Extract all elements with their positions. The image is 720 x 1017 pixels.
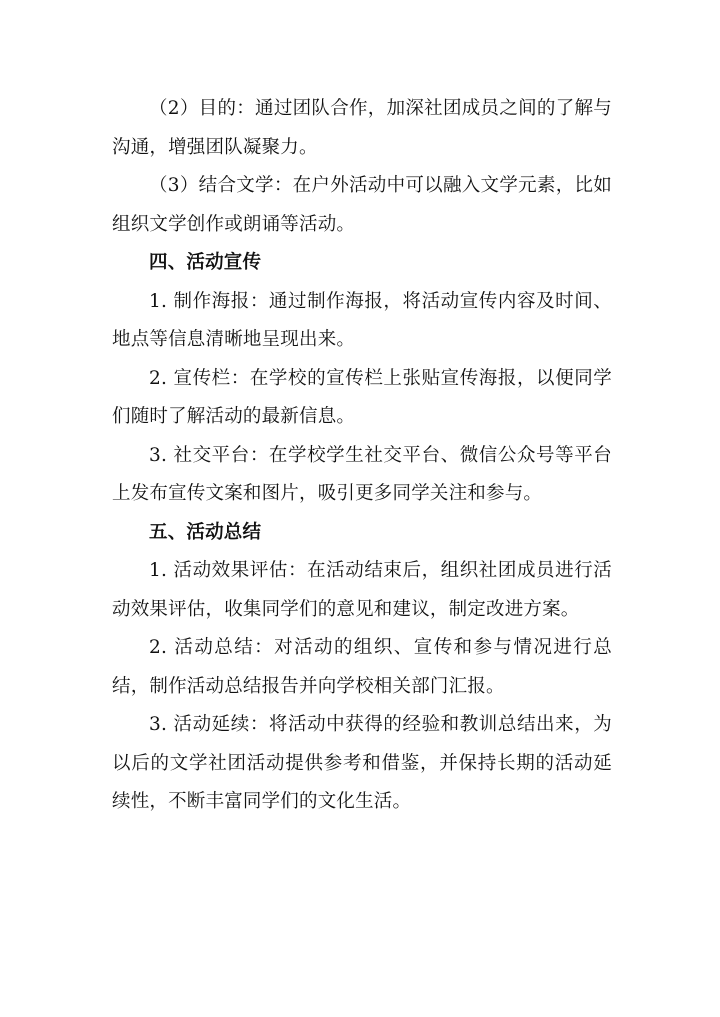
paragraph-social-platform: 3. 社交平台：在学校学生社交平台、微信公众号等平台上发布宣传文案和图片，吸引更多同学关注和参与。	[112, 444, 612, 504]
paragraph-poster: 1. 制作海报：通过制作海报，将活动宣传内容及时间、地点等信息清晰地呈现出来。	[112, 290, 612, 350]
section-heading-promotion: 四、活动宣传	[149, 252, 262, 273]
paragraph-purpose: （2）目的：通过团队合作，加深社团成员之间的了解与沟通，增强团队凝聚力。	[112, 98, 612, 158]
paragraph-continuation: 3. 活动延续：将活动中获得的经验和教训总结出来，为以后的文学社团活动提供参考和借鉴，并保持长期的活动延续性，不断丰富同学们的文化生活。	[112, 714, 612, 812]
paragraph-bulletin-board: 2. 宣传栏：在学校的宣传栏上张贴宣传海报，以便同学们随时了解活动的最新信息。	[112, 367, 612, 427]
paragraph-evaluation: 1. 活动效果评估：在活动结束后，组织社团成员进行活动效果评估，收集同学们的意见和建议，制定改进方案。	[112, 560, 612, 620]
paragraph-literature: （3）结合文学：在户外活动中可以融入文学元素，比如组织文学创作或朗诵等活动。	[112, 175, 612, 235]
paragraph-summary: 2. 活动总结：对活动的组织、宣传和参与情况进行总结，制作活动总结报告并向学校相关部门汇报。	[112, 637, 612, 697]
document-page	[112, 90, 612, 822]
section-heading-summary: 五、活动总结	[149, 521, 262, 543]
